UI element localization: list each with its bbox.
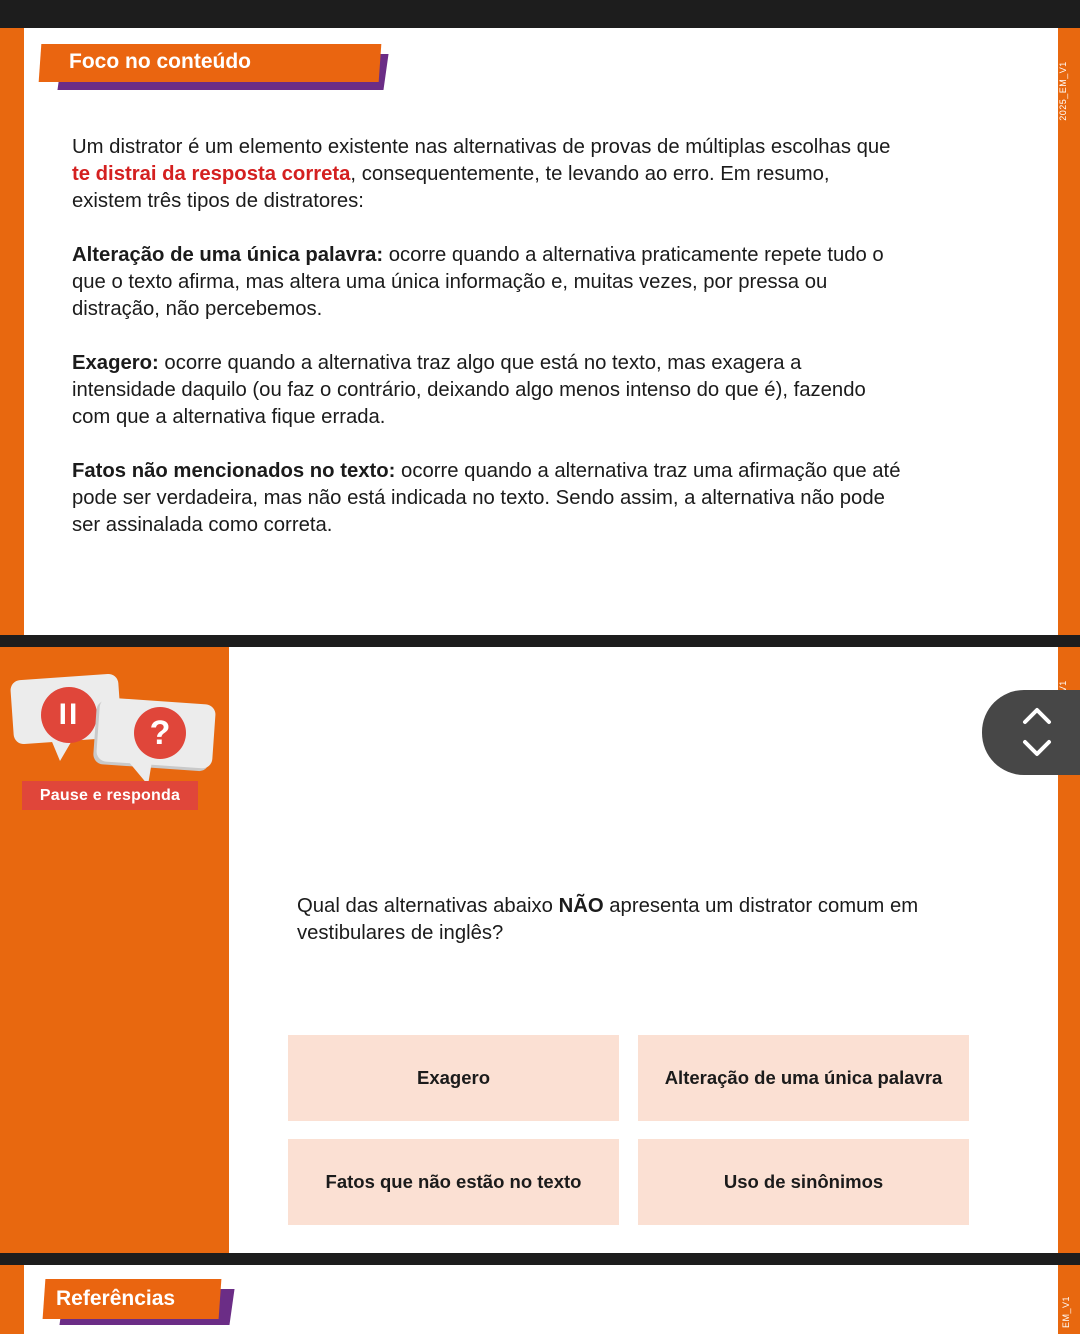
left-orange-band — [0, 1265, 24, 1334]
content-body — [72, 134, 902, 566]
section-title: Foco no conteúdo — [69, 50, 251, 73]
nav-control — [982, 690, 1080, 775]
distractor-item: Alteração de uma única palavra: ocorre quando a alternativa praticamente repete tudo o que o texto afirma, mas altera uma única informação e, muitas vezes, por pressa ou distração, não percebemos. — [72, 244, 884, 320]
intro-paragraph: Um distrator é um elemento existente nas alternativas de provas de múltiplas escolhas que te distrai da resposta correta, consequentemente, te levando ao erro. Em resumo, existem três tipos de distratores: — [72, 136, 891, 212]
option-exagero[interactable]: Exagero — [288, 1035, 619, 1121]
chevron-up-icon[interactable] — [1022, 704, 1052, 728]
right-orange-band — [1058, 1265, 1080, 1334]
chevron-down-icon[interactable] — [1022, 736, 1052, 760]
left-orange-band — [0, 28, 24, 635]
side-label: EM_V1 — [1061, 1295, 1072, 1329]
references-title: Referências — [56, 1287, 176, 1310]
highlight-text: te distrai da resposta correta — [72, 163, 351, 185]
references-slide — [0, 1265, 1080, 1334]
distractor-item: Exagero: ocorre quando a alternativa traz algo que está no texto, mas exagera a intensidade daquilo (ou faz o contrário, deixando algo menos intenso do que é), fazendo com que a alternativa fique errada. — [72, 352, 866, 428]
question-icon: ? — [134, 707, 186, 759]
option-fatos[interactable]: Fatos que não estão no texto — [288, 1139, 619, 1225]
pause-label: Pause e responda — [22, 781, 198, 810]
quiz-slide — [0, 647, 1080, 1253]
content-slide — [0, 28, 1080, 635]
option-sinonimos[interactable]: Uso de sinônimos — [638, 1139, 969, 1225]
side-label: 2025_EM_V1 — [1057, 61, 1068, 121]
distractor-item: Fatos não mencionados no texto: ocorre quando a alternativa traz uma afirmação que até pode ser verdadeira, mas não está indicada no texto. Sendo assim, a alternativa não pode ser assinalada como correta. — [72, 460, 901, 536]
left-orange-panel — [0, 647, 229, 1253]
pause-icon: II — [41, 687, 97, 743]
question-text: Qual das alternativas abaixo NÃO apresenta um distrator comum em vestibulares de inglês? — [297, 895, 919, 944]
option-alteracao[interactable]: Alteração de uma única palavra — [638, 1035, 969, 1121]
right-orange-band — [1058, 28, 1080, 635]
